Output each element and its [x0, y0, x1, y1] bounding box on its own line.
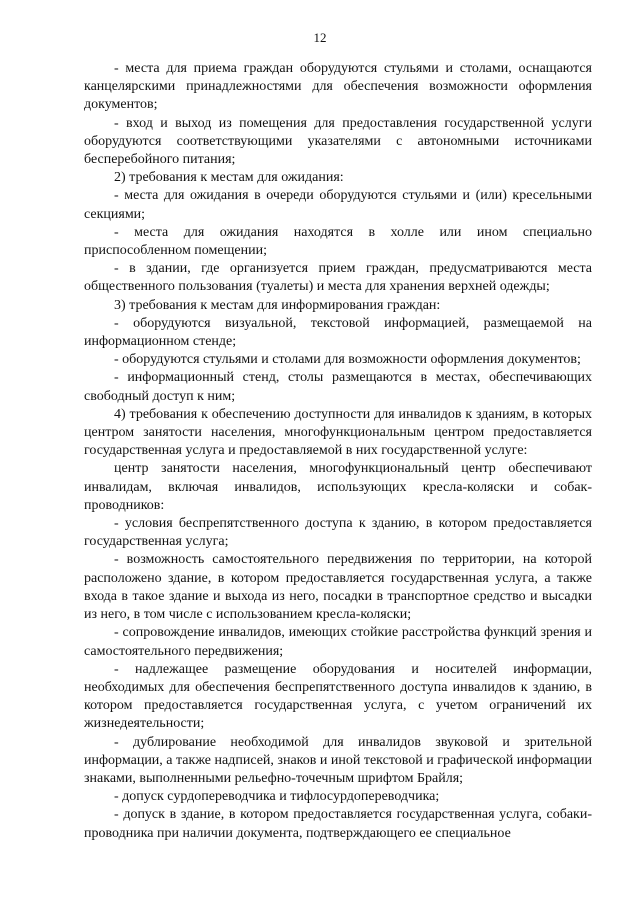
paragraph: - сопровождение инвалидов, имеющих стойкие расстройства функций зрения и самостоятельного передвижения; [84, 625, 592, 659]
paragraph: - допуск в здание, в котором предоставляется государственная услуга, собаки-проводника при наличии документа, подтверждающего ее специальное [84, 807, 592, 841]
paragraph: - оборудуются стульями и столами для возможности оформления документов; [114, 352, 581, 368]
paragraph: - в здании, где организуется прием граждан, предусматриваются места общественного пользования (туалеты) и места для хранения верхней одежды; [84, 261, 592, 295]
paragraph: - места для ожидания находятся в холле или ином специально приспособленном помещении; [84, 224, 592, 259]
paragraph: 3) требования к местам для информирования граждан: [114, 297, 441, 313]
paragraph: центр занятости населения, многофункциональный центр обеспечивают инвалидам, включая инвалидов, использующих кресла-коляски и собак-проводников: [84, 461, 592, 513]
paragraph: - информационный стенд, столы размещаются в местах, обеспечивающих свободный доступ к ним; [84, 370, 592, 404]
paragraph: - условия беспрепятственного доступа к зданию, в котором предоставляется государственная услуга; [84, 516, 592, 550]
paragraph: - оборудуются визуальной, текстовой информацией, размещаемой на информационном стенде; [84, 315, 592, 350]
paragraph: - вход и выход из помещения для предоставления государственной услуги оборудуются соответствующими указателями с автономными источниками бесперебойного питания; [84, 115, 592, 168]
paragraph: - допуск сурдопереводчика и тифлосурдопереводчика; [114, 789, 440, 805]
paragraph: - места для ожидания в очереди оборудуются стульями и (или) кресельными секциями; [84, 188, 592, 222]
page-number: 12 [313, 30, 327, 45]
paragraph: - места для приема граждан оборудуются стульями и столами, оснащаются канцелярскими принадлежностями для обеспечения возможности оформления документов; [84, 61, 592, 113]
paragraph: 2) требования к местам для ожидания: [114, 170, 344, 186]
paragraph: 4) требования к обеспечению доступности для инвалидов к зданиям, в которых центром занятости населения, многофункциональным центром предоставляется государственная услуга и предоставляемой в них государственной услуге: [84, 406, 592, 459]
paragraph: - возможность самостоятельного передвижения по территории, на которой расположено здание, в котором предоставляется государственная услуга, а также входа в такое здание и выхода из него, посадки в транспортное средство и высадки из него, в том числе с использованием кресла-коляски; [84, 552, 592, 623]
document-body [84, 60, 592, 843]
paragraph: - дублирование необходимой для инвалидов звуковой и зрительной информации, а также надписей, знаков и иной текстовой и графической информации знаками, выполненными рельефно-точечным шрифтом Брайля; [84, 734, 592, 786]
paragraph: - надлежащее размещение оборудования и носителей информации, необходимых для обеспечения беспрепятственного доступа инвалидов к зданию, в котором предоставляется государственная услуга, с учетом ограничений их жизнедеятельности; [84, 661, 592, 732]
